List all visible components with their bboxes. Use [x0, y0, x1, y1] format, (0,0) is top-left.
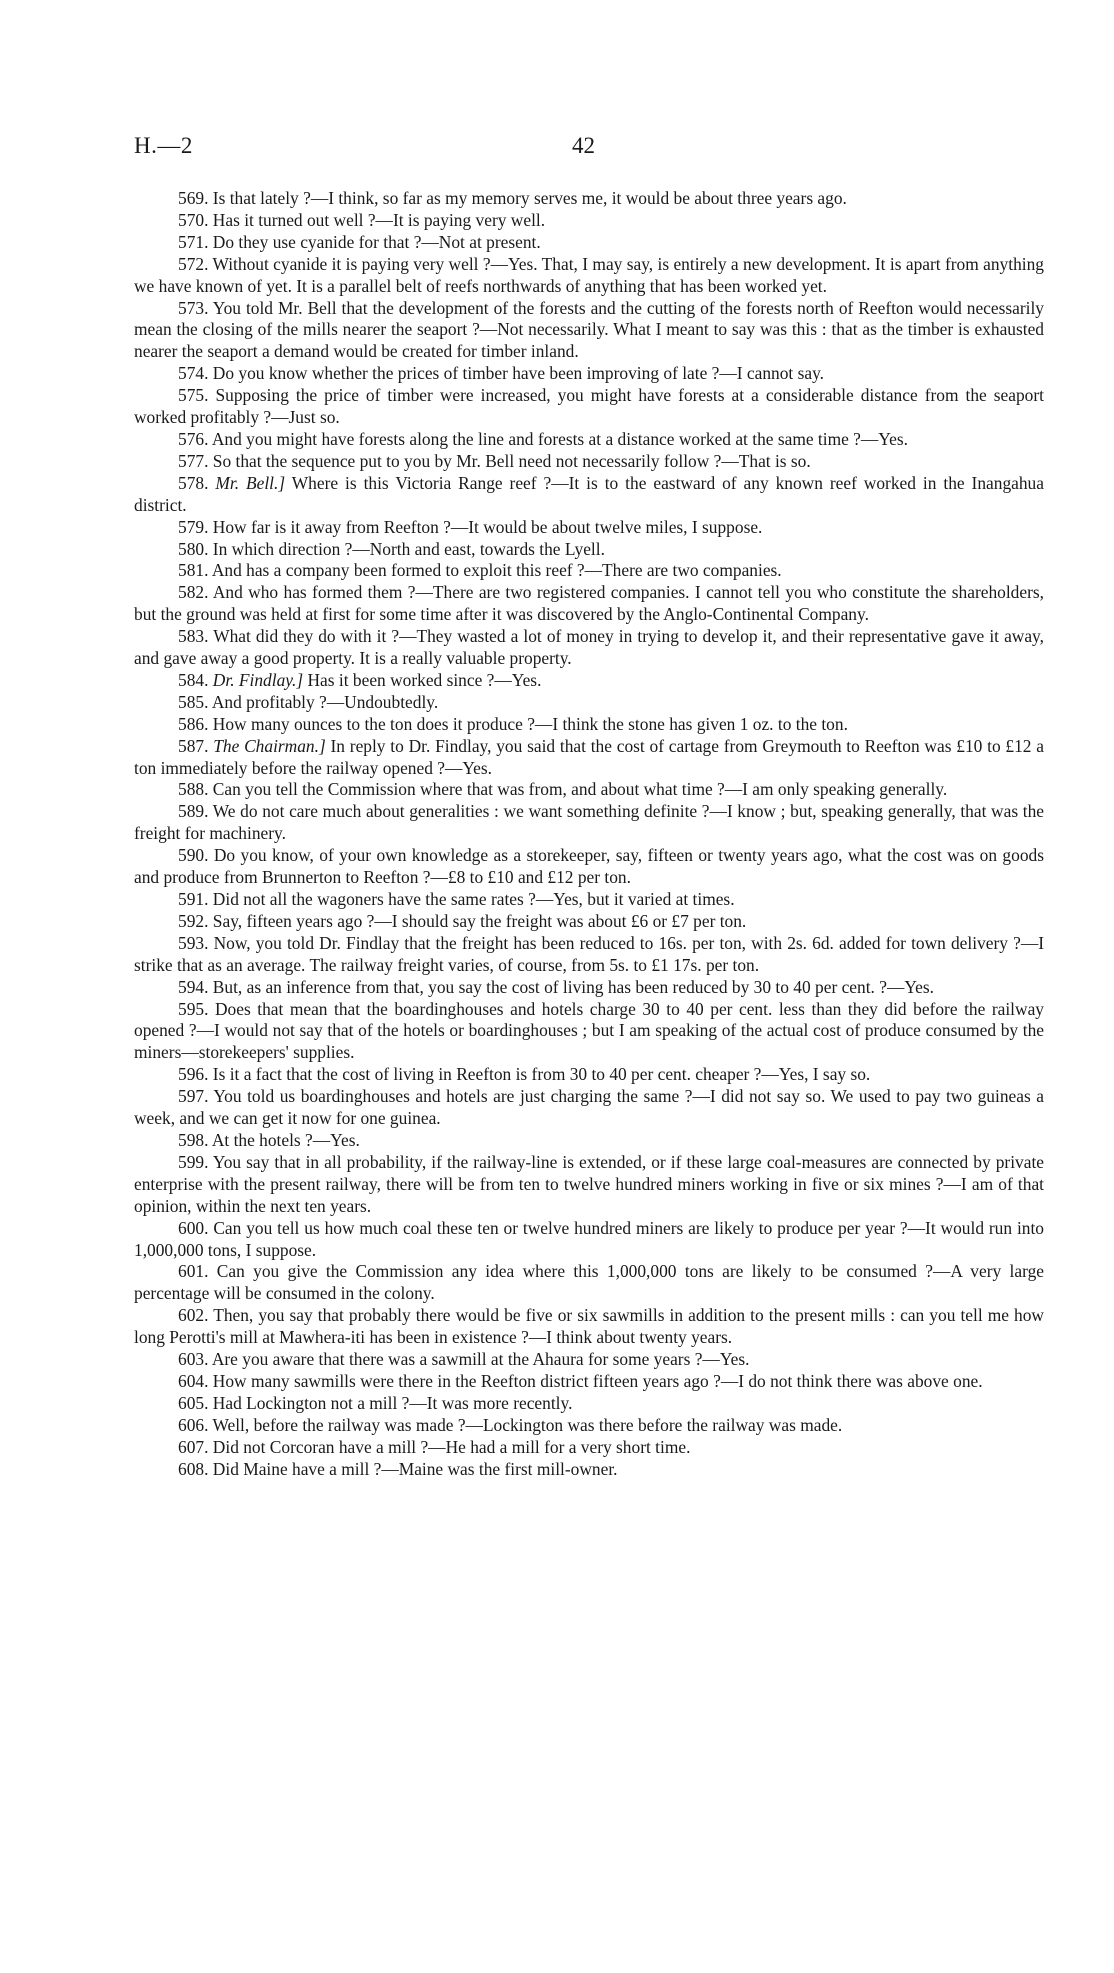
testimony-paragraph	[134, 911, 1044, 933]
question-text: You say that in all probability, if the railway-line is extended, or if these large coal-measures are connected by private enterprise with the present railway, there will be from ten to twelve hundred miners working in five or six mines ?—I am of that opinion, within the next ten years.	[134, 1151, 1045, 1216]
question-text: And profitably ?—Undoubtedly.	[211, 691, 439, 712]
question-number: 603.	[178, 1349, 209, 1370]
testimony-paragraph	[134, 889, 1044, 911]
document-reference: H.—2	[134, 133, 193, 158]
question-number: 582.	[178, 582, 209, 603]
testimony-paragraph	[134, 1459, 1044, 1481]
question-text: Well, before the railway was made ?—Lockington was there before the railway was made.	[212, 1414, 843, 1435]
question-text: In which direction ?—North and east, towards the Lyell.	[212, 538, 605, 559]
question-number: 588.	[178, 779, 209, 800]
testimony-paragraph	[134, 582, 1044, 626]
testimony-paragraph	[134, 714, 1044, 736]
question-number: 586.	[178, 713, 209, 734]
question-text: Does that mean that the boardinghouses and hotels charge 30 to 40 per cent. less than they did before the railway opened ?—I would not say that of the hotels or boardinghouses ; but I am speaking of the actual cost of produce consumed by the miners—storekeepers' supplies.	[134, 998, 1044, 1063]
question-text: Can you tell the Commission where that was from, and about what time ?—I am only speaking generally.	[212, 779, 948, 800]
question-number: 585.	[178, 691, 209, 712]
testimony-paragraph	[134, 363, 1044, 385]
question-number: 601.	[178, 1261, 209, 1282]
question-number: 591.	[178, 889, 209, 909]
question-text: And who has formed them ?—There are two registered companies. I cannot tell you who constitute the shareholders, but the ground was held at first for some time after it was discovered by the Anglo-Continental Company.	[134, 582, 1044, 625]
testimony-paragraph	[134, 429, 1044, 451]
testimony-paragraph	[134, 473, 1044, 517]
question-text: And has a company been formed to exploit this reef ?—There are two companies.	[211, 560, 782, 581]
question-text: Is that lately ?—I think, so far as my memory serves me, it would be about three years ago.	[212, 188, 847, 208]
question-text: Now, you told Dr. Findlay that the freight has been reduced to 16s. per ton, with 2s. 6d. added for town delivery ?—I strike that as an average. The railway freight varies, of course, from 5s. to £1 17s. per ton.	[134, 932, 1044, 975]
question-text: Has it been worked since ?—Yes.	[307, 669, 542, 690]
question-number: 581.	[178, 560, 209, 581]
testimony-paragraph	[134, 1437, 1044, 1459]
question-number: 606.	[178, 1414, 209, 1435]
question-text: We do not care much about generalities : we want something definite ?—I know ; but, speaking generally, that was the freight for machinery.	[134, 801, 1044, 844]
question-number: 584.	[178, 669, 209, 690]
testimony-paragraph	[134, 1152, 1044, 1218]
question-text: Supposing the price of timber were increased, you might have forests at a considerable distance from the seaport worked profitably ?—Just so.	[134, 385, 1044, 428]
question-text: Had Lockington not a mill ?—It was more recently.	[212, 1392, 573, 1413]
testimony-paragraph	[134, 670, 1044, 692]
question-number: 607.	[178, 1436, 209, 1457]
testimony-paragraph	[134, 1349, 1044, 1371]
testimony-paragraph	[134, 1371, 1044, 1393]
question-text: Then, you say that probably there would be five or six sawmills in addition to the present mills : can you tell me how long Perotti's mill at Mawhera-iti has been in existence ?—I think about twenty years.	[134, 1305, 1044, 1348]
question-number: 600.	[178, 1217, 209, 1238]
question-text: Did Maine have a mill ?—Maine was the first mill-owner.	[212, 1458, 618, 1479]
testimony-paragraph	[134, 801, 1044, 845]
testimony-paragraph	[134, 1415, 1044, 1437]
question-text: Without cyanide it is paying very well ?—Yes. That, I may say, is entirely a new development. It is apart from anything we have known of yet. It is a parallel belt of reefs northwards of anything that has been worked yet.	[134, 253, 1044, 296]
speaker-label: Mr. Bell.]	[215, 472, 286, 493]
testimony-paragraph	[134, 210, 1044, 232]
question-text: Are you aware that there was a sawmill at the Ahaura for some years ?—Yes.	[211, 1349, 750, 1370]
question-number: 592.	[178, 910, 209, 931]
question-number: 579.	[178, 516, 209, 537]
speaker-label: The Chairman.]	[213, 735, 326, 756]
question-number: 569.	[178, 188, 209, 208]
testimony-paragraph	[134, 626, 1044, 670]
question-number: 575.	[178, 385, 209, 406]
question-number: 599.	[178, 1151, 209, 1172]
question-text: You told us boardinghouses and hotels are just charging the same ?—I did not say so. We used to pay two guineas a week, and we can get it now for one guinea.	[134, 1086, 1044, 1129]
question-text: In reply to Dr. Findlay, you said that the cost of cartage from Greymouth to Reefton was £10 to £12 a ton immediately before the railway opened ?—Yes.	[134, 735, 1044, 778]
question-text: Do you know whether the prices of timber have been improving of late ?—I cannot say.	[212, 363, 825, 384]
testimony-paragraph	[134, 1261, 1044, 1305]
testimony-paragraph	[134, 1305, 1044, 1349]
question-number: 574.	[178, 363, 209, 384]
question-number: 576.	[178, 428, 209, 449]
question-text: You told Mr. Bell that the development of the forests and the cutting of the forests north of Reefton would necessarily mean the closing of the mills nearer the seaport ?—Not necessarily. What I meant to say was this : that as the timber is exhausted nearer the seaport a demand would be created for timber inland.	[134, 297, 1045, 362]
question-number: 573.	[178, 297, 209, 318]
question-text: Do they use cyanide for that ?—Not at present.	[212, 231, 541, 252]
speaker-label: Dr. Findlay.]	[212, 669, 304, 690]
question-number: 571.	[178, 231, 209, 252]
question-text: Did not all the wagoners have the same rates ?—Yes, but it varied at times.	[212, 889, 735, 909]
page-header	[0, 133, 1114, 167]
question-text: Is it a fact that the cost of living in Reefton is from 30 to 40 per cent. cheaper ?—Yes, I say so.	[212, 1064, 871, 1085]
testimony-paragraph	[134, 779, 1044, 801]
question-number: 594.	[178, 976, 209, 997]
question-number: 587.	[178, 735, 209, 756]
question-text: How many sawmills were there in the Reefton district fifteen years ago ?—I do not think there was above one.	[212, 1370, 983, 1391]
question-number: 572.	[178, 253, 209, 274]
question-number: 578.	[178, 472, 209, 493]
question-text: How far is it away from Reefton ?—It would be about twelve miles, I suppose.	[212, 516, 763, 537]
testimony-paragraph	[134, 232, 1044, 254]
question-number: 602.	[178, 1305, 209, 1326]
question-number: 589.	[178, 801, 209, 822]
question-number: 583.	[178, 626, 209, 647]
testimony-paragraph	[134, 933, 1044, 977]
testimony-paragraph	[134, 451, 1044, 473]
question-text: Can you tell us how much coal these ten or twelve hundred miners are likely to produce per year ?—It would run into 1,000,000 tons, I suppose.	[134, 1217, 1044, 1260]
question-number: 598.	[178, 1129, 209, 1150]
question-text: How many ounces to the ton does it produce ?—I think the stone has given 1 oz. to the ton.	[212, 713, 848, 734]
testimony-paragraph	[134, 254, 1044, 298]
testimony-paragraph	[134, 977, 1044, 999]
question-number: 596.	[178, 1064, 209, 1085]
question-text: Has it turned out well ?—It is paying very well.	[212, 209, 546, 230]
question-number: 604.	[178, 1370, 209, 1391]
testimony-paragraph	[134, 1130, 1044, 1152]
testimony-paragraph	[134, 560, 1044, 582]
testimony-paragraph	[134, 517, 1044, 539]
testimony-paragraph	[134, 385, 1044, 429]
question-text: At the hotels ?—Yes.	[211, 1129, 360, 1150]
question-number: 595.	[178, 998, 209, 1019]
question-text: But, as an inference from that, you say the cost of living has been reduced by 30 to 40 per cent. ?—Yes.	[212, 976, 934, 997]
testimony-paragraph	[134, 1064, 1044, 1086]
question-text: Did not Corcoran have a mill ?—He had a mill for a very short time.	[212, 1436, 691, 1457]
question-text: Say, fifteen years ago ?—I should say the freight was about £6 or £7 per ton.	[212, 910, 747, 931]
testimony-paragraph	[134, 539, 1044, 561]
testimony-paragraph	[134, 1393, 1044, 1415]
question-number: 597.	[178, 1086, 209, 1107]
testimony-paragraph	[134, 1086, 1044, 1130]
question-number: 593.	[178, 932, 209, 953]
testimony-paragraph	[134, 999, 1044, 1065]
page-number: 42	[572, 133, 595, 158]
question-number: 608.	[178, 1458, 209, 1479]
question-number: 605.	[178, 1392, 209, 1413]
testimony-paragraph	[134, 692, 1044, 714]
question-number: 590.	[178, 845, 209, 866]
question-text: So that the sequence put to you by Mr. Bell need not necessarily follow ?—That is so.	[212, 450, 811, 471]
testimony-body	[134, 188, 1044, 1480]
question-number: 580.	[178, 538, 209, 559]
question-number: 577.	[178, 450, 209, 471]
question-text: Can you give the Commission any idea where this 1,000,000 tons are likely to be consumed ?—A very large percentage will be consumed in the colony.	[134, 1261, 1044, 1304]
testimony-paragraph	[134, 188, 1044, 210]
testimony-paragraph	[134, 736, 1044, 780]
question-number: 570.	[178, 209, 209, 230]
testimony-paragraph	[134, 1218, 1044, 1262]
testimony-paragraph	[134, 845, 1044, 889]
question-text: Do you know, of your own knowledge as a storekeeper, say, fifteen or twenty years ago, what the cost was on goods and produce from Brunnerton to Reefton ?—£8 to £10 and £12 per ton.	[134, 845, 1044, 888]
question-text: And you might have forests along the line and forests at a distance worked at the same time ?—Yes.	[211, 428, 908, 449]
question-text: What did they do with it ?—They wasted a lot of money in trying to develop it, and their representative gave it away, and gave away a good property. It is a really valuable property.	[134, 626, 1044, 669]
testimony-paragraph	[134, 298, 1044, 364]
question-text: Where is this Victoria Range reef ?—It is to the eastward of any known reef worked in the Inangahua district.	[134, 472, 1044, 515]
